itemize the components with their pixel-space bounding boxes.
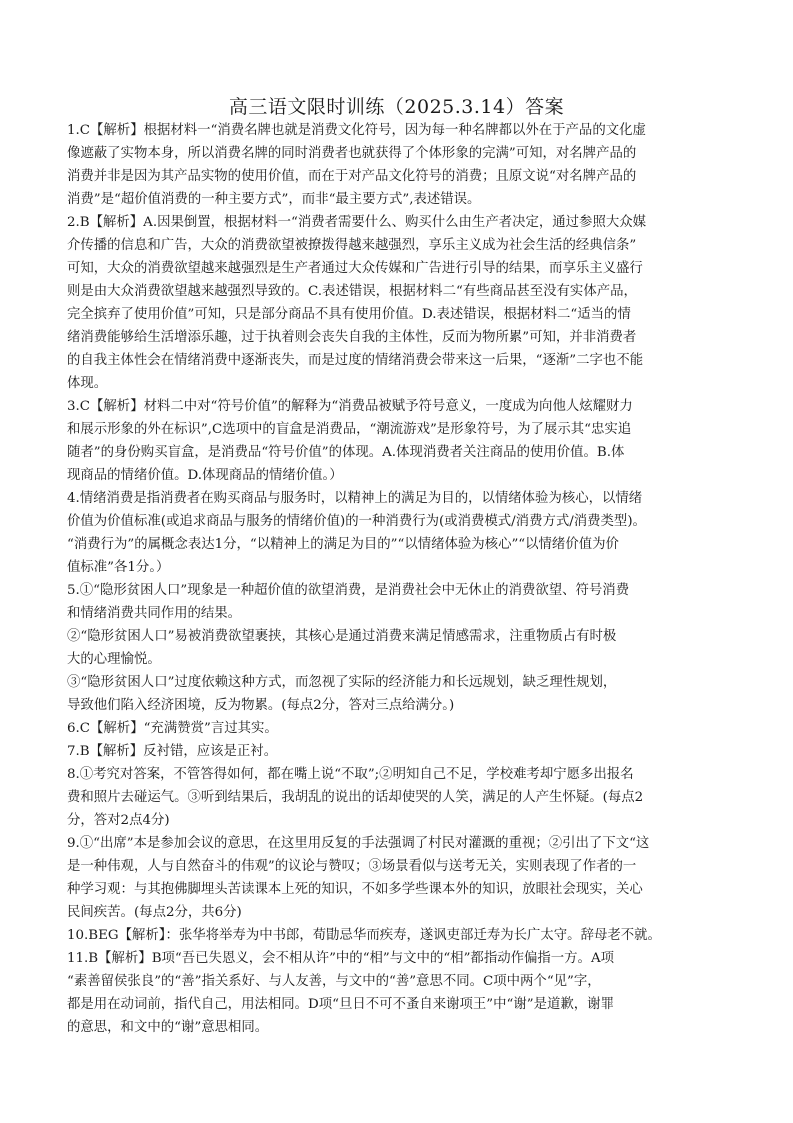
- answer-line: 费和照片去碰运气。③听到结果后，我胡乱的说出的话却使哭的人笑，满足的人产生怀疑。(每点2: [67, 790, 644, 805]
- answer-line: “消费行为”的属概念表达1分，“以精神上的满足为目的”“以情绪体验为核心”“以情绪价值为价: [67, 537, 619, 552]
- answer-line: 9.①“出席”本是参加会议的意思，在这里用反复的手法强调了村民对灌溉的重视；②引出了下文“这: [67, 836, 650, 851]
- answer-line: 和情绪消费共同作用的结果。: [67, 606, 242, 621]
- answer-line: 6.C【解析】“充满赞赏”言过其实。: [67, 721, 278, 736]
- answer-line: 完全摈弃了使用价值”可知，只是部分商品不具有使用价值。D.表述错误，根据材料二“适当的情: [67, 307, 631, 322]
- answer-line: 像遮蔽了实物本身，所以消费名牌的同时消费者也就获得了个体形象的完满”可知，对名牌产品的: [67, 146, 637, 161]
- answer-line: 8.①考究对答案，不管答得如何，都在嘴上说“不取”;②明知自己不足，学校难考却宁愿多出报名: [67, 767, 634, 782]
- answer-line: 现商品的情绪价值。D.体现商品的情绪价值。）: [67, 468, 343, 483]
- answer-line: 消费”是“超价值消费的一种主要方式”，而非“最主要方式”,表述错误。: [67, 192, 481, 207]
- answer-line: 3.C【解析】材料二中对“符号价值”的解释为“消费品被赋予符号意义，一度成为向他人炫耀财力: [67, 399, 633, 414]
- answer-line: 价值为价值标准(或追求商品与服务的情绪价值)的一种消费行为(或消费模式/消费方式/消费类型)。: [67, 514, 646, 529]
- answer-line: ②“隐形贫困人口”易被消费欲望裹挟，其核心是通过消费来满足情感需求，注重物质占有时极: [67, 629, 617, 644]
- answer-line: 的自我主体性会在情绪消费中逐渐丧失，而是过度的情绪消费会带来这一后果，“逐渐”二字也不能: [67, 353, 644, 368]
- answer-line: 7.B【解析】反衬错，应该是正衬。: [67, 744, 278, 759]
- answer-line: 可知，大众的消费欲望越来越强烈是生产者通过大众传媒和广告进行引导的结果，而享乐主义盛行: [67, 261, 643, 276]
- answer-line: 2.B【解析】A.因果倒置，根据材料一“消费者需要什么、购买什么由生产者决定，通过参照大众媒: [67, 215, 647, 230]
- answer-line: 5.①“隐形贫困人口”现象是一种超价值的欲望消费，是消费社会中无休止的消费欲望、符号消费: [67, 583, 630, 598]
- answer-line: 则是由大众消费欲望越来越强烈导致的。C.表述错误，根据材料二“有些商品甚至没有实体产品，: [67, 284, 637, 299]
- answer-line: 分，答对2点4分): [67, 813, 170, 828]
- answer-line: 和展示形象的外在标识”,C选项中的盲盒是消费品，“潮流游戏”是形象符号，为了展示其“忠实追: [67, 422, 632, 437]
- answer-line: 大的心理愉悦。: [67, 652, 161, 667]
- document-title: 高三语文限时训练（2025.3.14）答案: [228, 96, 565, 118]
- answer-line: 11.B【解析】B项“吾已失恩义，会不相从许”中的“相”与文中的“相”都指动作偏指一方。A项: [67, 951, 614, 966]
- answer-line: 是一种伟观，人与自然奋斗的伟观”的议论与赞叹；③场景看似与送考无关，实则表现了作者的一: [67, 859, 637, 874]
- answer-line: 4.情绪消费是指消费者在购买商品与服务时，以精神上的满足为目的，以情绪体验为核心，以情绪: [67, 491, 643, 506]
- answer-line: 民间疾苦。(每点2分，共6分): [67, 905, 242, 920]
- answer-line: 10.BEG【解析】：张华将举寿为中书郎，荀勖忌华而疾寿，遂讽吏部迁寿为长广太守。辞母老不就。: [67, 928, 661, 943]
- answer-line: ③“隐形贫困人口”过度依赖这种方式，而忽视了实际的经济能力和长远规划，缺乏理性规划，: [67, 675, 617, 690]
- answer-line: 值标准”各1分。）: [67, 560, 170, 575]
- answer-line: 消费并非是因为其产品实物的使用价值，而在于对产品文化符号的消费；且原文说“对名牌产品的: [67, 169, 637, 184]
- answer-line: 导致他们陷入经济困境，反为物累。(每点2分，答对三点给满分。): [67, 698, 455, 713]
- answer-line: 随者”的身份购买盲盒，是消费品“符号价值”的体现。A.体现消费者关注商品的使用价值。B.体: [67, 445, 625, 460]
- answer-line: 种学习观：与其抱佛脚埋头苦读课本上死的知识，不如多学些课本外的知识，放眼社会现实，关心: [67, 882, 643, 897]
- answer-line: 1.C【解析】根据材料一“消费名牌也就是消费文化符号，因为每一种名牌都以外在于产品的文化虚: [67, 123, 646, 138]
- answer-line: 都是用在动词前，指代自己，用法相同。D项“旦日不可不蚤自来谢项王”中“谢”是道歉，谢罪: [67, 997, 614, 1012]
- answer-line: 绪消费能够给生活增添乐趣，过于执着则会丧失自我的主体性，反而为物所累”可知，并非消费者: [67, 330, 637, 345]
- answer-content: [67, 119, 727, 1039]
- answer-line: 介传播的信息和广告，大众的消费欲望被撩拨得越来越强烈，享乐主义成为社会生活的经典信条”: [67, 238, 637, 253]
- answer-line: “素善留侯张良”的“善”指关系好、与人友善，与文中的“善”意思不同。C项中两个“见”字，: [67, 974, 601, 989]
- answer-line: 体现。: [67, 376, 108, 391]
- answer-line: 的意思，和文中的“谢”意思相同。: [67, 1020, 269, 1035]
